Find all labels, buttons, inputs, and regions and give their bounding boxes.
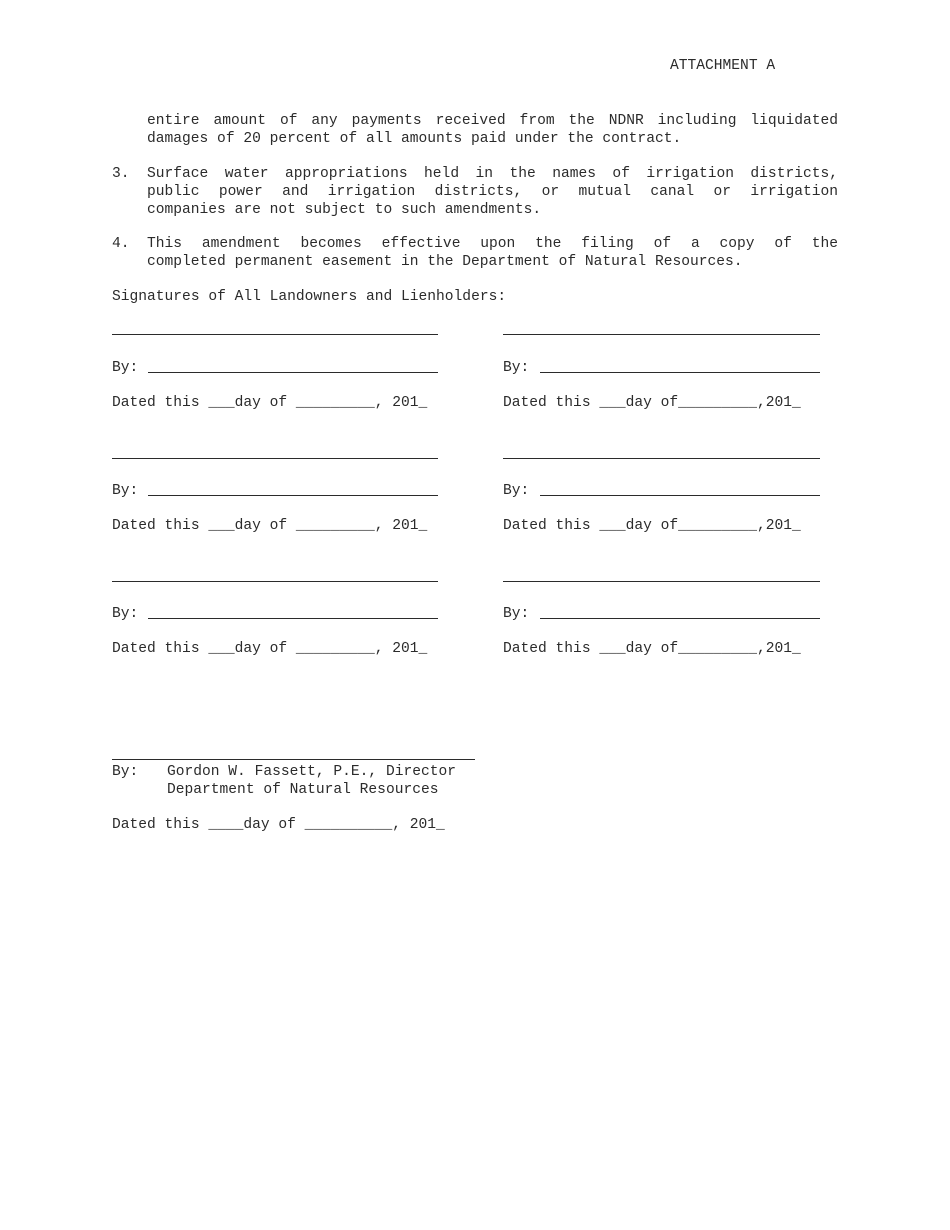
continuation-paragraph	[147, 112, 838, 148]
item-4-paragraph	[147, 235, 838, 271]
by-line[interactable]	[148, 495, 438, 496]
dated-line[interactable]: Dated this ___day of_________,201_	[503, 518, 801, 534]
item-number-3: 3.	[112, 166, 130, 182]
director-department: Department of Natural Resources	[167, 782, 439, 798]
item-3-paragraph	[147, 165, 838, 219]
continuation-line-1: entire amount of any payments received from the NDNR including liquidated	[147, 113, 838, 129]
dated-line[interactable]: Dated this ___day of_________,201_	[503, 641, 801, 657]
by-label: By:	[503, 360, 530, 376]
item-4-line-1: This amendment becomes effective upon the filing of a copy of the	[147, 236, 838, 252]
director-name: Gordon W. Fassett, P.E., Director	[167, 764, 457, 780]
director-by-label: By:	[112, 764, 139, 780]
by-label: By:	[112, 606, 139, 622]
item-3-line-2: public power and irrigation districts, or mutual canal or irrigation	[147, 184, 838, 200]
signature-line[interactable]	[112, 581, 438, 582]
item-4-line-2: completed permanent easement in the Department of Natural Resources.	[147, 254, 743, 270]
by-label: By:	[503, 606, 530, 622]
item-3-line-3: companies are not subject to such amendments.	[147, 202, 542, 218]
continuation-line-2: damages of 20 percent of all amounts paid under the contract.	[147, 131, 682, 147]
dated-line[interactable]: Dated this ___day of _________, 201_	[112, 641, 428, 657]
dated-line[interactable]: Dated this ___day of _________, 201_	[112, 518, 428, 534]
by-line[interactable]	[148, 372, 438, 373]
signature-line[interactable]	[503, 581, 820, 582]
by-line[interactable]	[540, 495, 820, 496]
signature-line[interactable]	[503, 334, 820, 335]
item-3-line-1: Surface water appropriations held in the names of irrigation districts,	[147, 166, 838, 182]
by-line[interactable]	[148, 618, 438, 619]
director-dated-line[interactable]: Dated this ____day of __________, 201_	[112, 817, 445, 833]
dated-line[interactable]: Dated this ___day of_________,201_	[503, 395, 801, 411]
by-label: By:	[503, 483, 530, 499]
by-line[interactable]	[540, 372, 820, 373]
signature-line[interactable]	[503, 458, 820, 459]
by-line[interactable]	[540, 618, 820, 619]
signature-line[interactable]	[112, 458, 438, 459]
signatures-heading: Signatures of All Landowners and Lienholders:	[112, 289, 507, 305]
item-number-4: 4.	[112, 236, 130, 252]
dated-line[interactable]: Dated this ___day of _________, 201_	[112, 395, 428, 411]
by-label: By:	[112, 360, 139, 376]
director-signature-line[interactable]	[112, 759, 475, 760]
attachment-label: ATTACHMENT A	[670, 58, 776, 74]
signature-line[interactable]	[112, 334, 438, 335]
by-label: By:	[112, 483, 139, 499]
